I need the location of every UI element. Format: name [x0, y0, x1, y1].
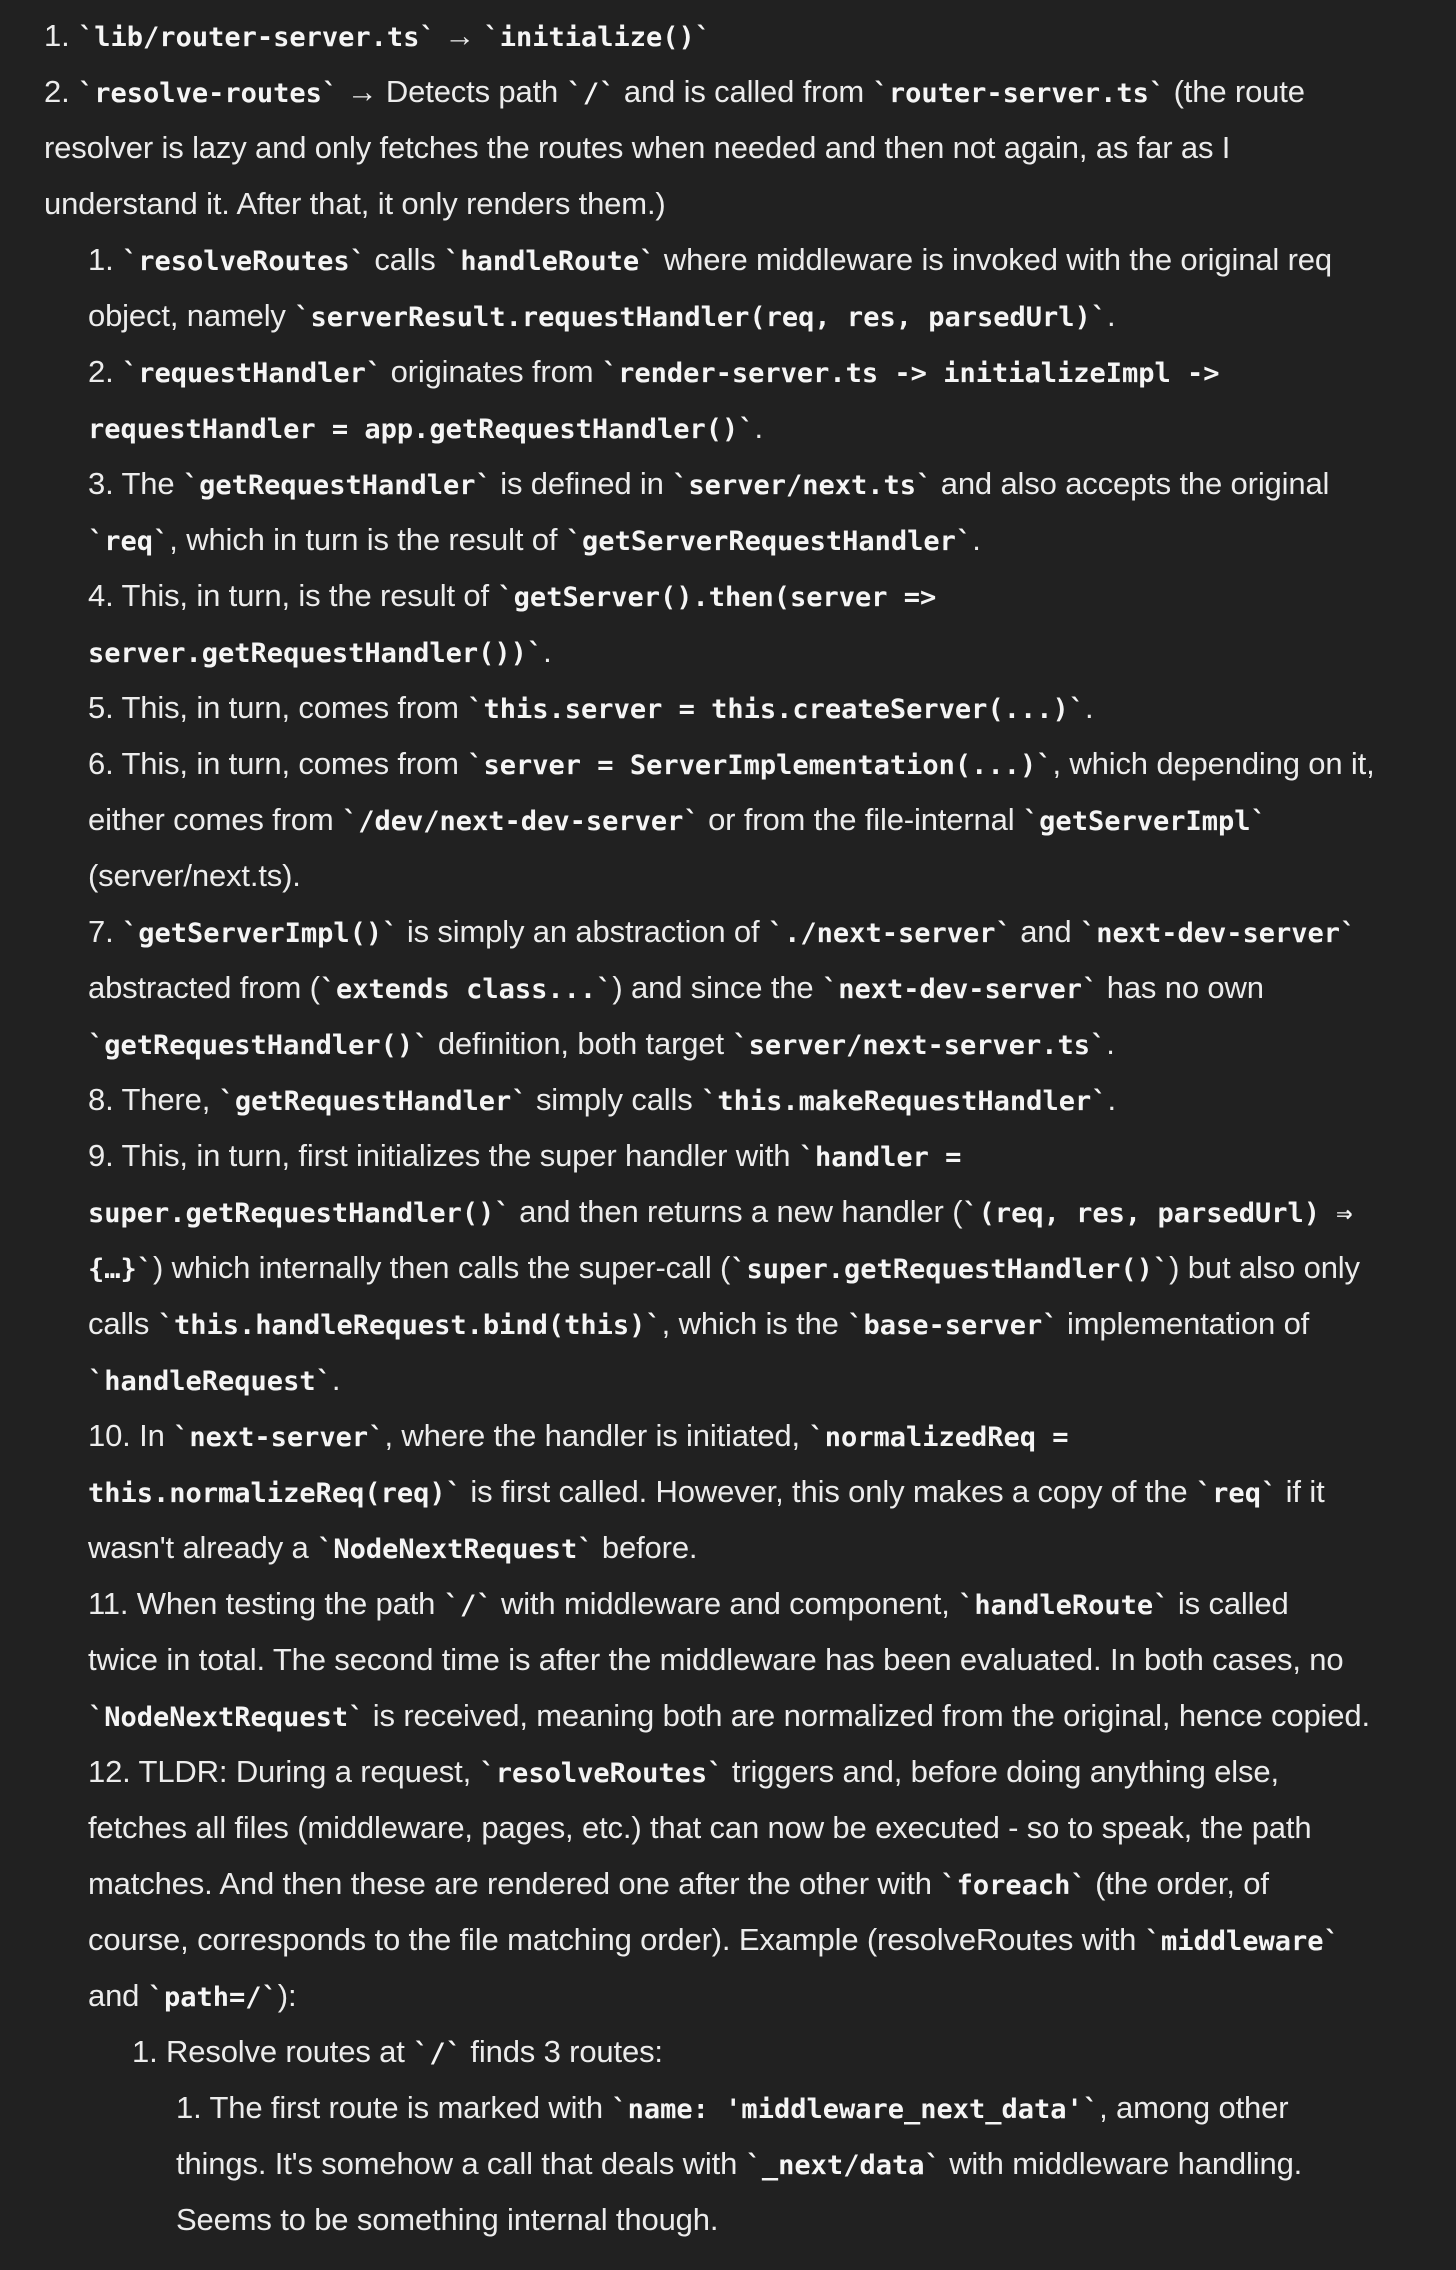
inline-code: `/dev/next-dev-server` — [342, 806, 700, 837]
text-line — [44, 8, 1430, 64]
text-line — [44, 848, 1430, 904]
inline-code: `serverResult.requestHandler(req, res, parsedUrl)` — [294, 302, 1108, 333]
text-segment: finds 3 routes: — [461, 2034, 663, 2069]
inline-code: super.getRequestHandler()` — [88, 1198, 511, 1229]
text-segment: and also accepts the original — [932, 466, 1330, 501]
text-segment: ) but also only — [1169, 1250, 1360, 1285]
text-segment: 10. In — [88, 1418, 174, 1453]
text-segment: wasn't already a — [88, 1530, 318, 1565]
text-segment: is defined in — [491, 466, 673, 501]
inline-code: `resolve-routes` — [78, 78, 339, 109]
text-line — [44, 1576, 1430, 1632]
text-segment: 3. The — [88, 466, 183, 501]
text-line — [44, 792, 1430, 848]
text-line — [44, 1464, 1430, 1520]
text-segment: originates from — [382, 354, 602, 389]
text-line — [44, 120, 1430, 176]
text-line — [44, 1352, 1430, 1408]
text-segment: is called — [1169, 1586, 1289, 1621]
inline-code: `getServerImpl` — [1022, 806, 1267, 837]
inline-code: requestHandler = app.getRequestHandler()` — [88, 414, 755, 445]
text-segment: (server/next.ts). — [88, 858, 301, 893]
text-line — [44, 1744, 1430, 1800]
inline-code: `requestHandler` — [122, 358, 383, 389]
text-segment: . — [1107, 298, 1116, 333]
text-line — [44, 1296, 1430, 1352]
inline-code: `req` — [1195, 1478, 1278, 1509]
inline-code: `server/next.ts` — [672, 470, 933, 501]
text-segment: (the order, of — [1086, 1866, 1269, 1901]
text-segment: abstracted from ( — [88, 970, 320, 1005]
text-segment: and — [88, 1978, 148, 2013]
text-segment: matches. And then these are rendered one after the other with — [88, 1866, 941, 1901]
text-segment: 11. When testing the path — [88, 1586, 444, 1621]
text-segment: ): — [277, 1978, 297, 2013]
text-segment: 2. — [44, 74, 79, 109]
text-line — [44, 232, 1430, 288]
text-segment: 1. The first route is marked with — [176, 2090, 612, 2125]
text-segment: 1. — [44, 18, 79, 53]
inline-code: `this.handleRequest.bind(this)` — [157, 1310, 662, 1341]
text-segment: ) which internally then calls the super-call ( — [153, 1250, 731, 1285]
inline-code: `getRequestHandler` — [218, 1086, 528, 1117]
text-segment: , among other — [1099, 2090, 1289, 2125]
text-line — [44, 1240, 1430, 1296]
text-line — [44, 1688, 1430, 1744]
text-segment: understand it. After that, it only renders them.) — [44, 186, 666, 221]
text-line — [44, 1128, 1430, 1184]
inline-code: `extends class...` — [319, 974, 613, 1005]
text-segment: where middleware is invoked with the original req — [655, 242, 1332, 277]
inline-code: `this.server = this.createServer(...)` — [467, 694, 1085, 725]
text-segment: 1. Resolve routes at — [132, 2034, 414, 2069]
text-line — [44, 1520, 1430, 1576]
text-segment: is simply an abstraction of — [398, 914, 768, 949]
text-segment: 8. There, — [88, 1082, 219, 1117]
text-segment: , which is the — [661, 1306, 848, 1341]
text-segment: . — [1084, 690, 1094, 725]
inline-code: `this.makeRequestHandler` — [701, 1086, 1108, 1117]
text-line — [44, 904, 1430, 960]
text-segment: with middleware and component, — [492, 1586, 959, 1621]
text-line — [44, 680, 1430, 736]
text-line — [44, 568, 1430, 624]
text-segment: definition, both target — [429, 1026, 733, 1061]
inline-code: `name: 'middleware_next_data'` — [611, 2094, 1100, 2125]
text-line — [44, 176, 1430, 232]
inline-code: `server/next-server.ts` — [732, 1030, 1107, 1061]
inline-code: `/` — [566, 78, 616, 109]
text-segment: and is called from — [615, 74, 873, 109]
inline-code: this.normalizeReq(req)` — [88, 1478, 462, 1509]
text-line — [44, 344, 1430, 400]
inline-code: `req` — [88, 526, 170, 557]
inline-code: `middleware` — [1144, 1926, 1340, 1957]
text-segment: simply calls — [527, 1082, 702, 1117]
text-segment: twice in total. The second time is after the middleware has been evaluated. In both cases, no — [88, 1642, 1344, 1677]
text-segment: 7. — [88, 914, 123, 949]
text-segment: object, namely — [88, 298, 295, 333]
inline-code: `handleRoute` — [958, 1590, 1170, 1621]
inline-code: `super.getRequestHandler()` — [730, 1254, 1170, 1285]
text-segment: calls — [365, 242, 445, 277]
text-line — [44, 64, 1430, 120]
text-line — [44, 1856, 1430, 1912]
text-segment: . — [754, 410, 763, 445]
text-segment: 9. This, in turn, first initializes the super handler with — [88, 1138, 799, 1173]
text-segment: 5. This, in turn, comes from — [88, 690, 468, 725]
inline-code: `next-server` — [173, 1422, 385, 1453]
inline-code: `getServerRequestHandler` — [565, 526, 973, 557]
text-line — [44, 2136, 1430, 2192]
text-segment: (the route — [1165, 74, 1305, 109]
text-line — [44, 1072, 1430, 1128]
text-segment: , where the handler is initiated, — [384, 1418, 809, 1453]
text-segment: → Detects path — [338, 74, 567, 109]
text-segment: triggers and, before doing anything else, — [723, 1754, 1279, 1789]
inline-code: `normalizedReq = — [808, 1422, 1069, 1453]
inline-code: `path=/` — [147, 1982, 278, 2013]
text-segment: implementation of — [1058, 1306, 1310, 1341]
text-line — [44, 624, 1430, 680]
text-line — [44, 1184, 1430, 1240]
text-segment: with middleware handling. — [940, 2146, 1303, 2181]
text-segment: . — [972, 522, 981, 557]
inline-code: `next-dev-server` — [1079, 918, 1357, 949]
inline-code: server.getRequestHandler())` — [88, 638, 544, 669]
text-segment: if it — [1277, 1474, 1325, 1509]
text-segment: . — [1106, 1026, 1115, 1061]
text-segment: has no own — [1098, 970, 1264, 1005]
text-line — [44, 960, 1430, 1016]
text-segment: 12. TLDR: During a request, — [88, 1754, 480, 1789]
inline-code: `handleRoute` — [444, 246, 656, 277]
inline-code: `resolveRoutes` — [479, 1758, 724, 1789]
text-segment: and — [1011, 914, 1080, 949]
inline-code: `lib/router-server.ts` — [78, 22, 436, 53]
inline-code: `NodeNextRequest` — [317, 1534, 594, 1565]
text-line — [44, 456, 1430, 512]
text-segment: 1. — [88, 242, 123, 277]
inline-code: `render-server.ts -> initializeImpl -> — [601, 358, 1220, 389]
text-segment: either comes from — [88, 802, 342, 837]
text-segment: , which depending on it, — [1052, 746, 1375, 781]
text-segment: 4. This, in turn, is the result of — [88, 578, 498, 613]
text-line — [44, 1408, 1430, 1464]
inline-code: `base-server` — [847, 1310, 1059, 1341]
text-segment: is first called. However, this only makes a copy of the — [461, 1474, 1196, 1509]
inline-code: `foreach` — [940, 1870, 1087, 1901]
inline-code: `/` — [413, 2038, 462, 2069]
text-segment: or from the file-internal — [699, 802, 1023, 837]
inline-code: `/` — [443, 1590, 493, 1621]
inline-code: `getServer().then(server => — [497, 582, 937, 613]
inline-code: {…}` — [88, 1254, 154, 1285]
text-segment: course, corresponds to the file matching order). Example (resolveRoutes with — [88, 1922, 1145, 1957]
text-segment: Seems to be something internal though. — [176, 2202, 719, 2237]
text-segment: resolver is lazy and only fetches the routes when needed and then not again, as far as I — [44, 130, 1231, 165]
text-line — [44, 2024, 1430, 2080]
inline-code: `initialize()` — [483, 22, 712, 53]
text-line — [44, 2192, 1430, 2248]
inline-code: `server = ServerImplementation(...)` — [467, 750, 1053, 781]
text-segment: is received, meaning both are normalized from the original, hence copied. — [364, 1698, 1370, 1733]
text-line — [44, 400, 1430, 456]
inline-code: `router-server.ts` — [872, 78, 1166, 109]
text-segment: things. It's somehow a call that deals with — [176, 2146, 746, 2181]
text-segment: fetches all files (middleware, pages, etc.) that can now be executed - so to speak, the path — [88, 1810, 1312, 1845]
text-segment: calls — [88, 1306, 158, 1341]
text-segment: before. — [593, 1530, 698, 1565]
text-segment: , which in turn is the result of — [169, 522, 566, 557]
inline-code: `handler = — [798, 1142, 962, 1173]
text-segment: . — [331, 1362, 341, 1397]
inline-code: `NodeNextRequest` — [88, 1702, 365, 1733]
text-segment: 6. This, in turn, comes from — [88, 746, 468, 781]
text-line — [44, 512, 1430, 568]
inline-code: `getRequestHandler` — [182, 470, 492, 501]
text-line — [44, 1016, 1430, 1072]
text-line — [44, 2080, 1430, 2136]
text-line — [44, 1632, 1430, 1688]
inline-code: `resolveRoutes` — [122, 246, 366, 277]
text-line — [44, 736, 1430, 792]
inline-code: `getServerImpl()` — [122, 918, 399, 949]
text-segment: . — [543, 634, 552, 669]
inline-code: `_next/data` — [745, 2150, 941, 2181]
text-segment: and then returns a new handler ( — [510, 1194, 963, 1229]
text-line — [44, 288, 1430, 344]
text-line — [44, 1800, 1430, 1856]
inline-code: `getRequestHandler()` — [88, 1030, 430, 1061]
inline-code: `./next-server` — [767, 918, 1012, 949]
text-segment: 2. — [88, 354, 123, 389]
inline-code: `(req, res, parsedUrl) ⇒ — [962, 1198, 1353, 1229]
text-line — [44, 1912, 1430, 1968]
inline-code: `next-dev-server` — [821, 974, 1099, 1005]
text-line — [44, 1968, 1430, 2024]
text-segment: . — [1107, 1082, 1116, 1117]
text-segment: → — [435, 18, 484, 53]
inline-code: `handleRequest` — [88, 1366, 332, 1397]
text-segment: ) and since the — [612, 970, 822, 1005]
